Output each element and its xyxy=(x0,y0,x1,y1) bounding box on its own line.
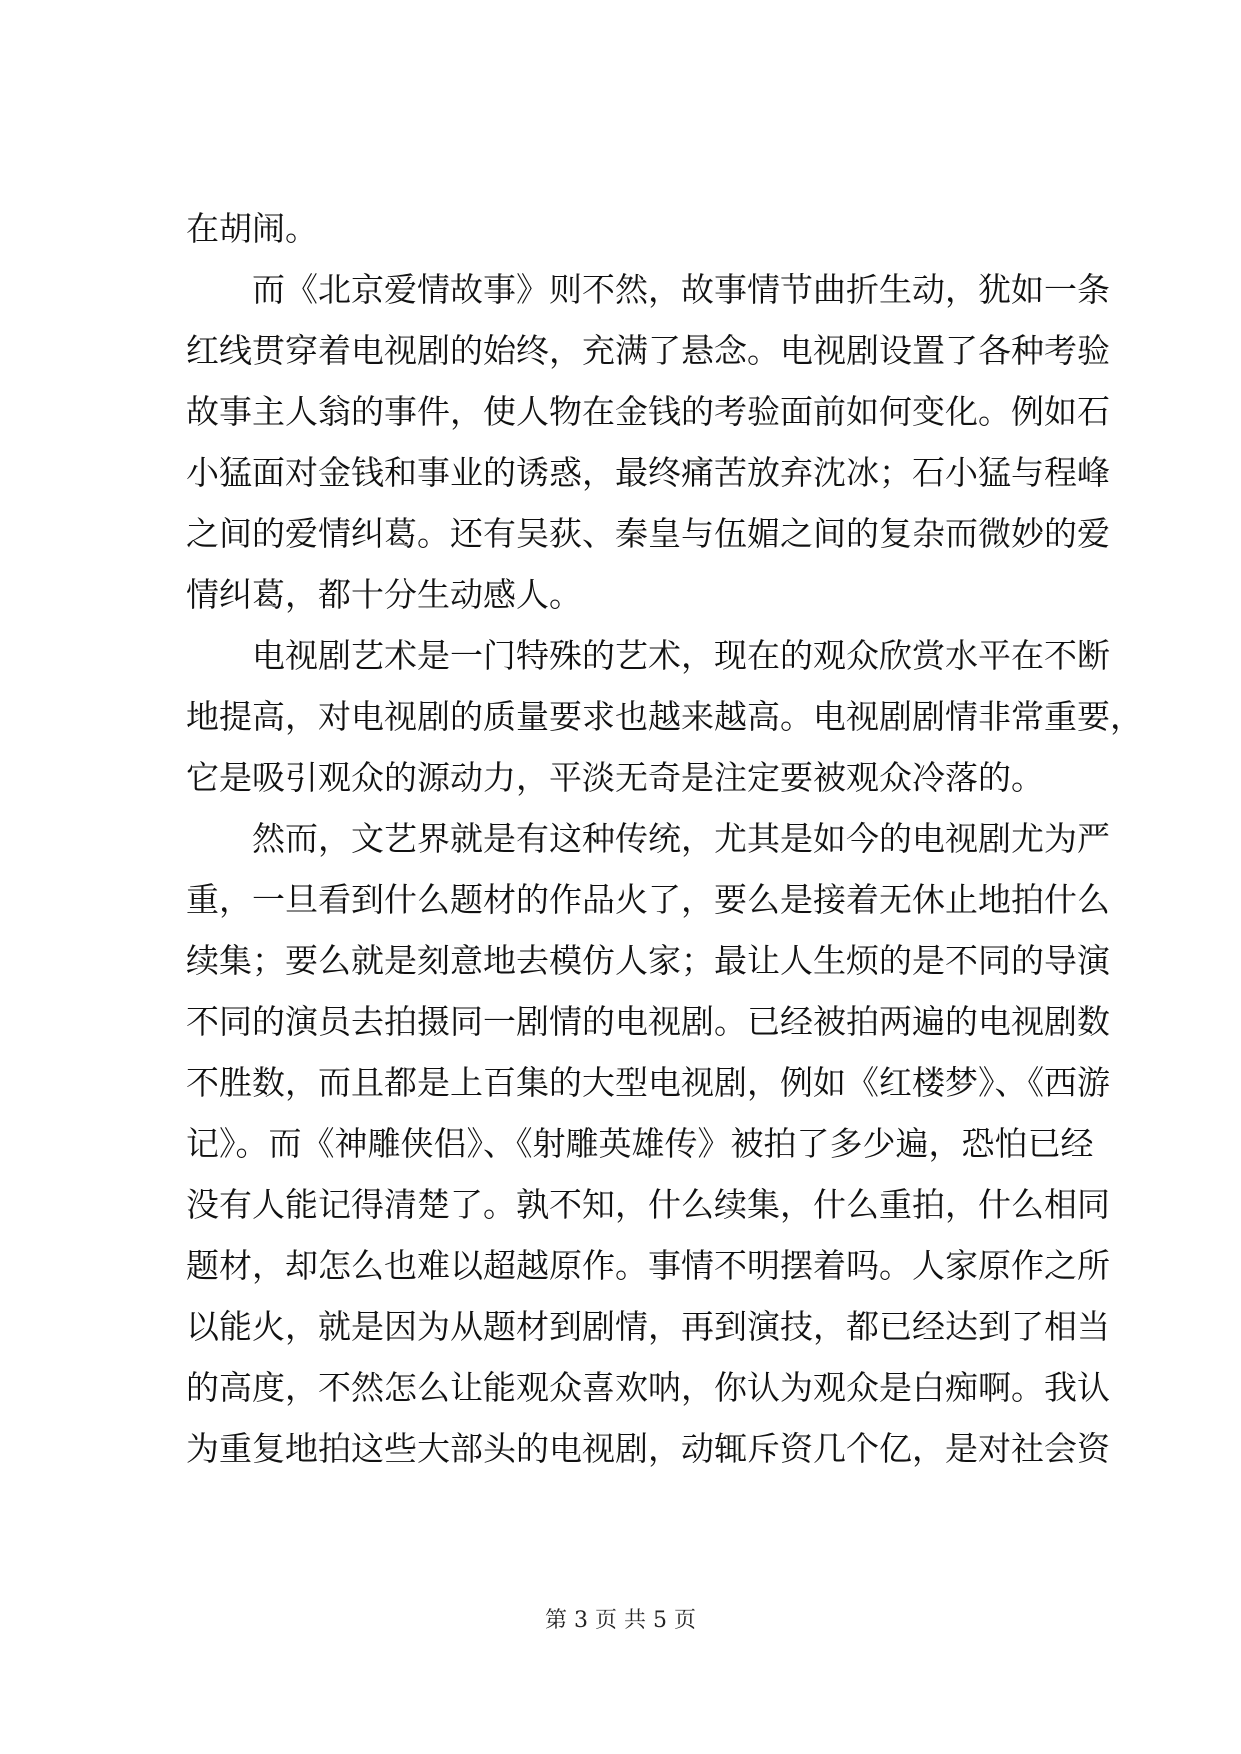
body-text xyxy=(186,198,1143,1479)
text-line: 而《北京爱情故事》则不然，故事情节曲折生动，犹如一条 xyxy=(252,270,1110,309)
text-line: 情纠葛，都十分生动感人。 xyxy=(186,575,582,614)
text-line: 记》。而《神雕侠侣》、《射雕英雄传》被拍了多少遍，恐怕已经 xyxy=(186,1124,1094,1163)
text-line: 小猛面对金钱和事业的诱惑，最终痛苦放弃沈冰；石小猛与程峰 xyxy=(186,453,1110,492)
text-line: 的高度，不然怎么让能观众喜欢呐，你认为观众是白痴啊。我认 xyxy=(186,1368,1110,1407)
text-line: 地提高，对电视剧的质量要求也越来越高。电视剧剧情非常重要， xyxy=(186,697,1143,736)
text-line: 不同的演员去拍摄同一剧情的电视剧。已经被拍两遍的电视剧数 xyxy=(186,1002,1110,1041)
text-line: 重，一旦看到什么题材的作品火了，要么是接着无休止地拍什么 xyxy=(186,880,1110,919)
text-line: 在胡闹。 xyxy=(186,209,318,248)
text-line: 没有人能记得清楚了。孰不知，什么续集，什么重拍，什么相同 xyxy=(186,1185,1110,1224)
text-line: 之间的爱情纠葛。还有吴荻、秦皇与伍媚之间的复杂而微妙的爱 xyxy=(186,514,1110,553)
text-line: 它是吸引观众的源动力，平淡无奇是注定要被观众冷落的。 xyxy=(186,758,1044,797)
text-line: 电视剧艺术是一门特殊的艺术，现在的观众欣赏水平在不断 xyxy=(252,636,1110,675)
text-line: 以能火，就是因为从题材到剧情，再到演技，都已经达到了相当 xyxy=(186,1307,1110,1346)
text-line: 红线贯穿着电视剧的始终，充满了悬念。电视剧设置了各种考验 xyxy=(186,331,1110,370)
text-line: 为重复地拍这些大部头的电视剧，动辄斥资几个亿，是对社会资 xyxy=(186,1429,1110,1468)
text-line: 不胜数，而且都是上百集的大型电视剧，例如《红楼梦》、《西游 xyxy=(186,1063,1110,1102)
text-line: 题材，却怎么也难以超越原作。事情不明摆着吗。人家原作之所 xyxy=(186,1246,1110,1285)
page-number-footer: 第 3 页 共 5 页 xyxy=(545,1608,696,1633)
text-line: 故事主人翁的事件，使人物在金钱的考验面前如何变化。例如石 xyxy=(186,392,1110,431)
text-line: 然而，文艺界就是有这种传统，尤其是如今的电视剧尤为严 xyxy=(252,819,1110,858)
text-line: 续集；要么就是刻意地去模仿人家；最让人生烦的是不同的导演 xyxy=(186,941,1110,980)
